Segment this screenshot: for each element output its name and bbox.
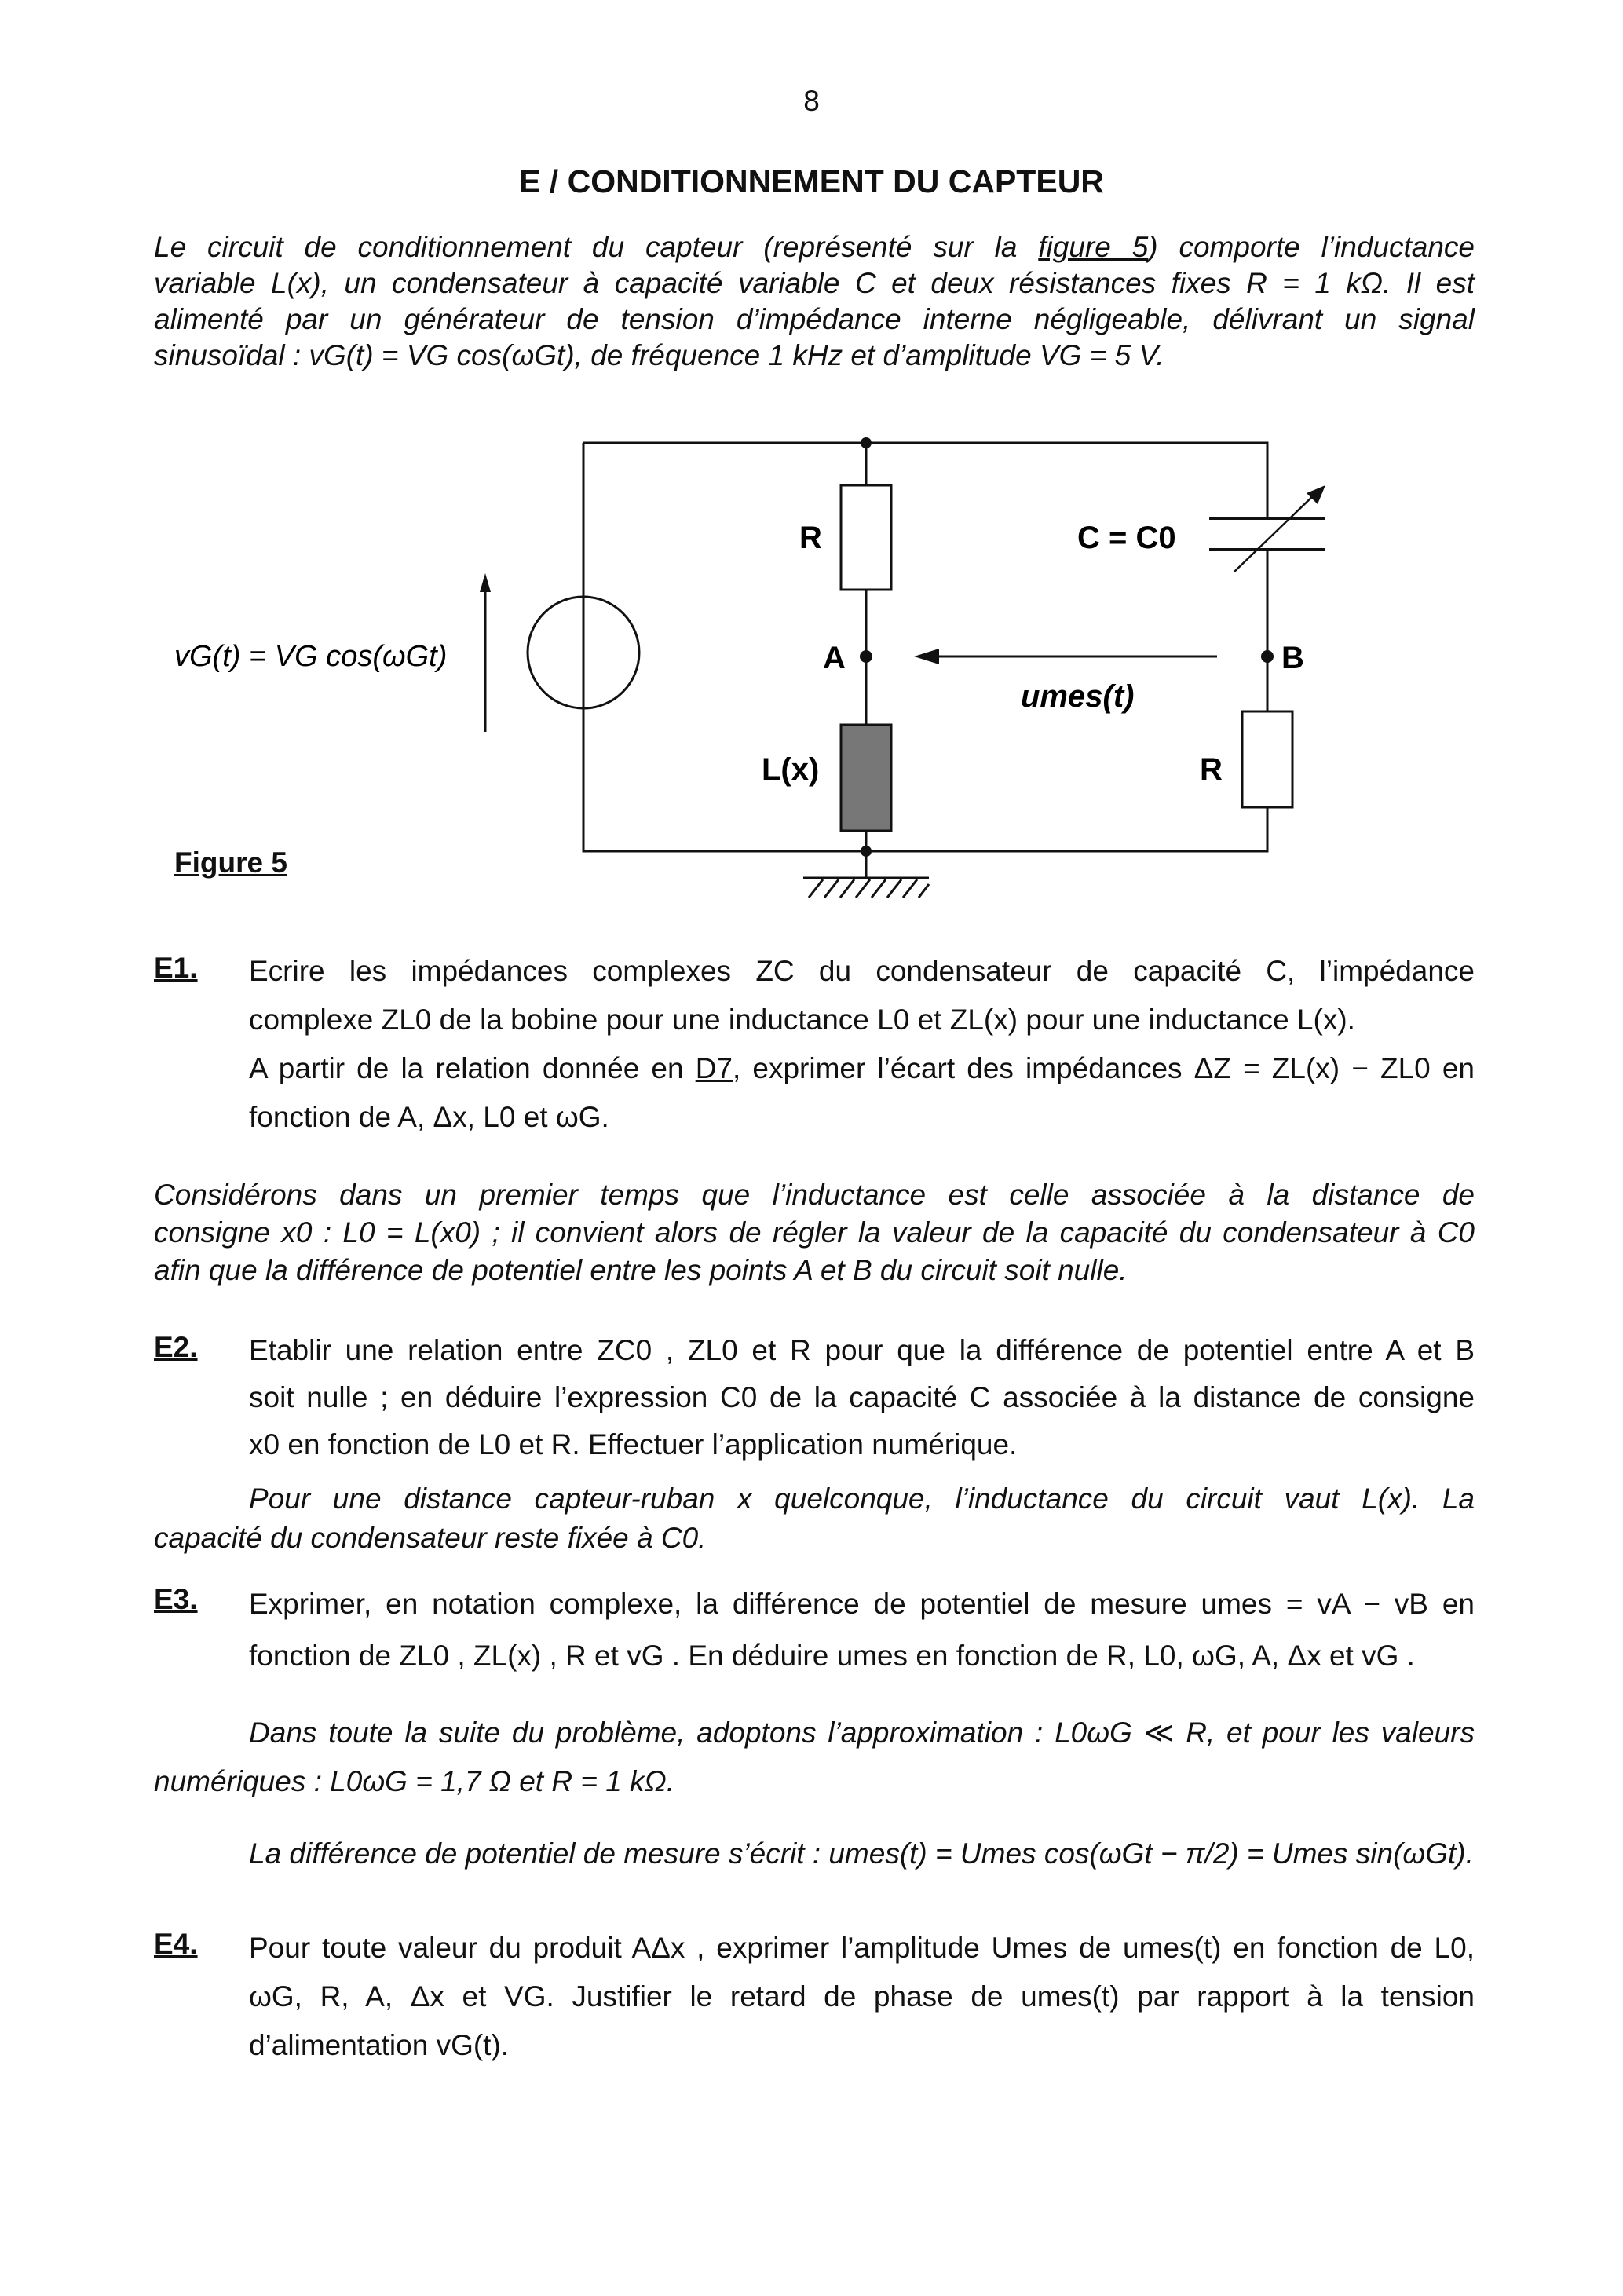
node-b-label: B — [1281, 641, 1304, 675]
source-label: vG(t) = VG cos(ωGt) — [174, 640, 448, 673]
circuit-diagram — [0, 430, 1623, 917]
e1-line-4: fonction de A, Δx, L0 et ωG. — [249, 1101, 609, 1133]
intro-line-2: variable L(x), un condensateur à capacité variable C et deux résistances fixes R = 1 kΩ. Il est — [154, 267, 1475, 299]
resistor-r-bottom-icon — [1242, 711, 1292, 807]
e4-line-3: d’alimentation vG(t). — [249, 2029, 510, 2061]
inductor-label: L(x) — [762, 752, 820, 787]
section-title: E / CONDITIONNEMENT DU CAPTEUR — [519, 163, 1104, 199]
left-wire — [583, 443, 1267, 851]
figure-label: Figure 5 — [174, 846, 287, 879]
node-top — [861, 437, 872, 448]
top-wire — [583, 443, 1267, 476]
para3-line-2: numériques : L0ωG = 1,7 Ω et R = 1 kΩ. — [154, 1765, 675, 1797]
node-a-label: A — [823, 641, 846, 675]
question-e1-label: E1. — [154, 952, 198, 984]
inductor-icon — [841, 725, 891, 831]
question-e3-label: E3. — [154, 1583, 198, 1615]
para2-line-1: Pour une distance capteur-ruban x quelconque, l’inductance du circuit vaut L(x). La — [249, 1483, 1475, 1515]
para1-line-2: consigne x0 : L0 = L(x0) ; il convient alors de régler la valeur de la capacité du condensateur à C0 — [154, 1216, 1475, 1249]
e3-line-2: fonction de ZL0 , ZL(x) , R et vG . En déduire umes en fonction de R, L0, ωG, A, Δx et vG . — [249, 1640, 1415, 1672]
paragraph-distance — [154, 1479, 1475, 1558]
e2-line-1: Etablir une relation entre ZC0 , ZL0 et R pour que la différence de potentiel entre A et B — [249, 1334, 1475, 1366]
node-bottom — [861, 846, 872, 857]
intro-paragraph — [154, 229, 1475, 374]
question-e2-label: E2. — [154, 1331, 198, 1363]
e2-line-2: soit nulle ; en déduire l’expression C0 de la capacité C associée à la distance de consigne — [249, 1381, 1475, 1413]
figure-5-link[interactable]: figure 5 — [1038, 231, 1149, 263]
umes-arrow-icon — [914, 649, 939, 664]
question-e4-label: E4. — [154, 1928, 198, 1960]
e4-line-1: Pour toute valeur du produit AΔx , exprimer l’amplitude Umes de umes(t) en fonction de L0, — [249, 1932, 1475, 1964]
resistor-r-top-icon — [841, 485, 891, 590]
e1-line-1: Ecrire les impédances complexes ZC du condensateur de capacité C, l’impédance — [249, 955, 1475, 987]
paragraph-umes-formula — [249, 1836, 1475, 1872]
para1-line-1: Considérons dans un premier temps que l’inductance est celle associée à la distance de — [154, 1179, 1475, 1211]
question-e2-body — [249, 1327, 1475, 1468]
e1-line-2: complexe ZL0 de la bobine pour une inductance L0 et ZL(x) pour une inductance L(x). — [249, 1004, 1355, 1036]
paragraph-consigne — [154, 1176, 1475, 1289]
intro-line-1: Le circuit de conditionnement du capteur (représenté sur la figure 5) comporte l’inductance — [154, 231, 1475, 263]
e3-line-1: Exprimer, en notation complexe, la différence de potentiel de mesure umes = vA − vB en — [249, 1588, 1475, 1620]
paragraph-approximation — [154, 1709, 1475, 1806]
question-e4-body — [249, 1924, 1475, 2070]
e1-line-3: A partir de la relation donnée en D7, exprimer l’écart des impédances ΔZ = ZL(x) − ZL0 en — [249, 1052, 1475, 1084]
umes-label: umes(t) — [1021, 679, 1135, 714]
question-e3-body — [249, 1578, 1475, 1682]
node-a-dot — [860, 650, 872, 663]
capacitor-label: C = C0 — [1077, 521, 1176, 555]
d7-link[interactable]: D7 — [695, 1052, 733, 1084]
page-number: 8 — [803, 85, 820, 117]
question-e1-body — [249, 947, 1475, 1142]
r-top-label: R — [799, 521, 822, 555]
e4-line-2: ωG, R, A, Δx et VG. Justifier le retard de phase de umes(t) par rapport à la tension — [249, 1980, 1475, 2013]
intro-line-4: sinusoïdal : vG(t) = VG cos(ωGt), de fréquence 1 kHz et d’amplitude VG = 5 V. — [154, 339, 1164, 371]
para2-line-2: capacité du condensateur reste fixée à C0. — [154, 1522, 707, 1554]
intro-line-3: alimenté par un générateur de tension d’impédance interne négligeable, délivrant un signal — [154, 303, 1475, 335]
voltage-arrow-icon — [480, 573, 491, 592]
para3-line-1: Dans toute la suite du problème, adoptons l’approximation : L0ωG ≪ R, et pour les valeurs — [249, 1717, 1475, 1749]
ground-icon — [803, 878, 929, 898]
node-b-dot — [1261, 650, 1274, 663]
r-bottom-label: R — [1200, 752, 1223, 787]
e2-line-3: x0 en fonction de L0 et R. Effectuer l’application numérique. — [249, 1428, 1018, 1461]
para1-line-3: afin que la différence de potentiel entre les points A et B du circuit soit nulle. — [154, 1254, 1128, 1286]
para4-line-1: La différence de potentiel de mesure s’écrit : umes(t) = Umes cos(ωGt − π/2) = Umes sin(ωGt). — [249, 1837, 1474, 1870]
